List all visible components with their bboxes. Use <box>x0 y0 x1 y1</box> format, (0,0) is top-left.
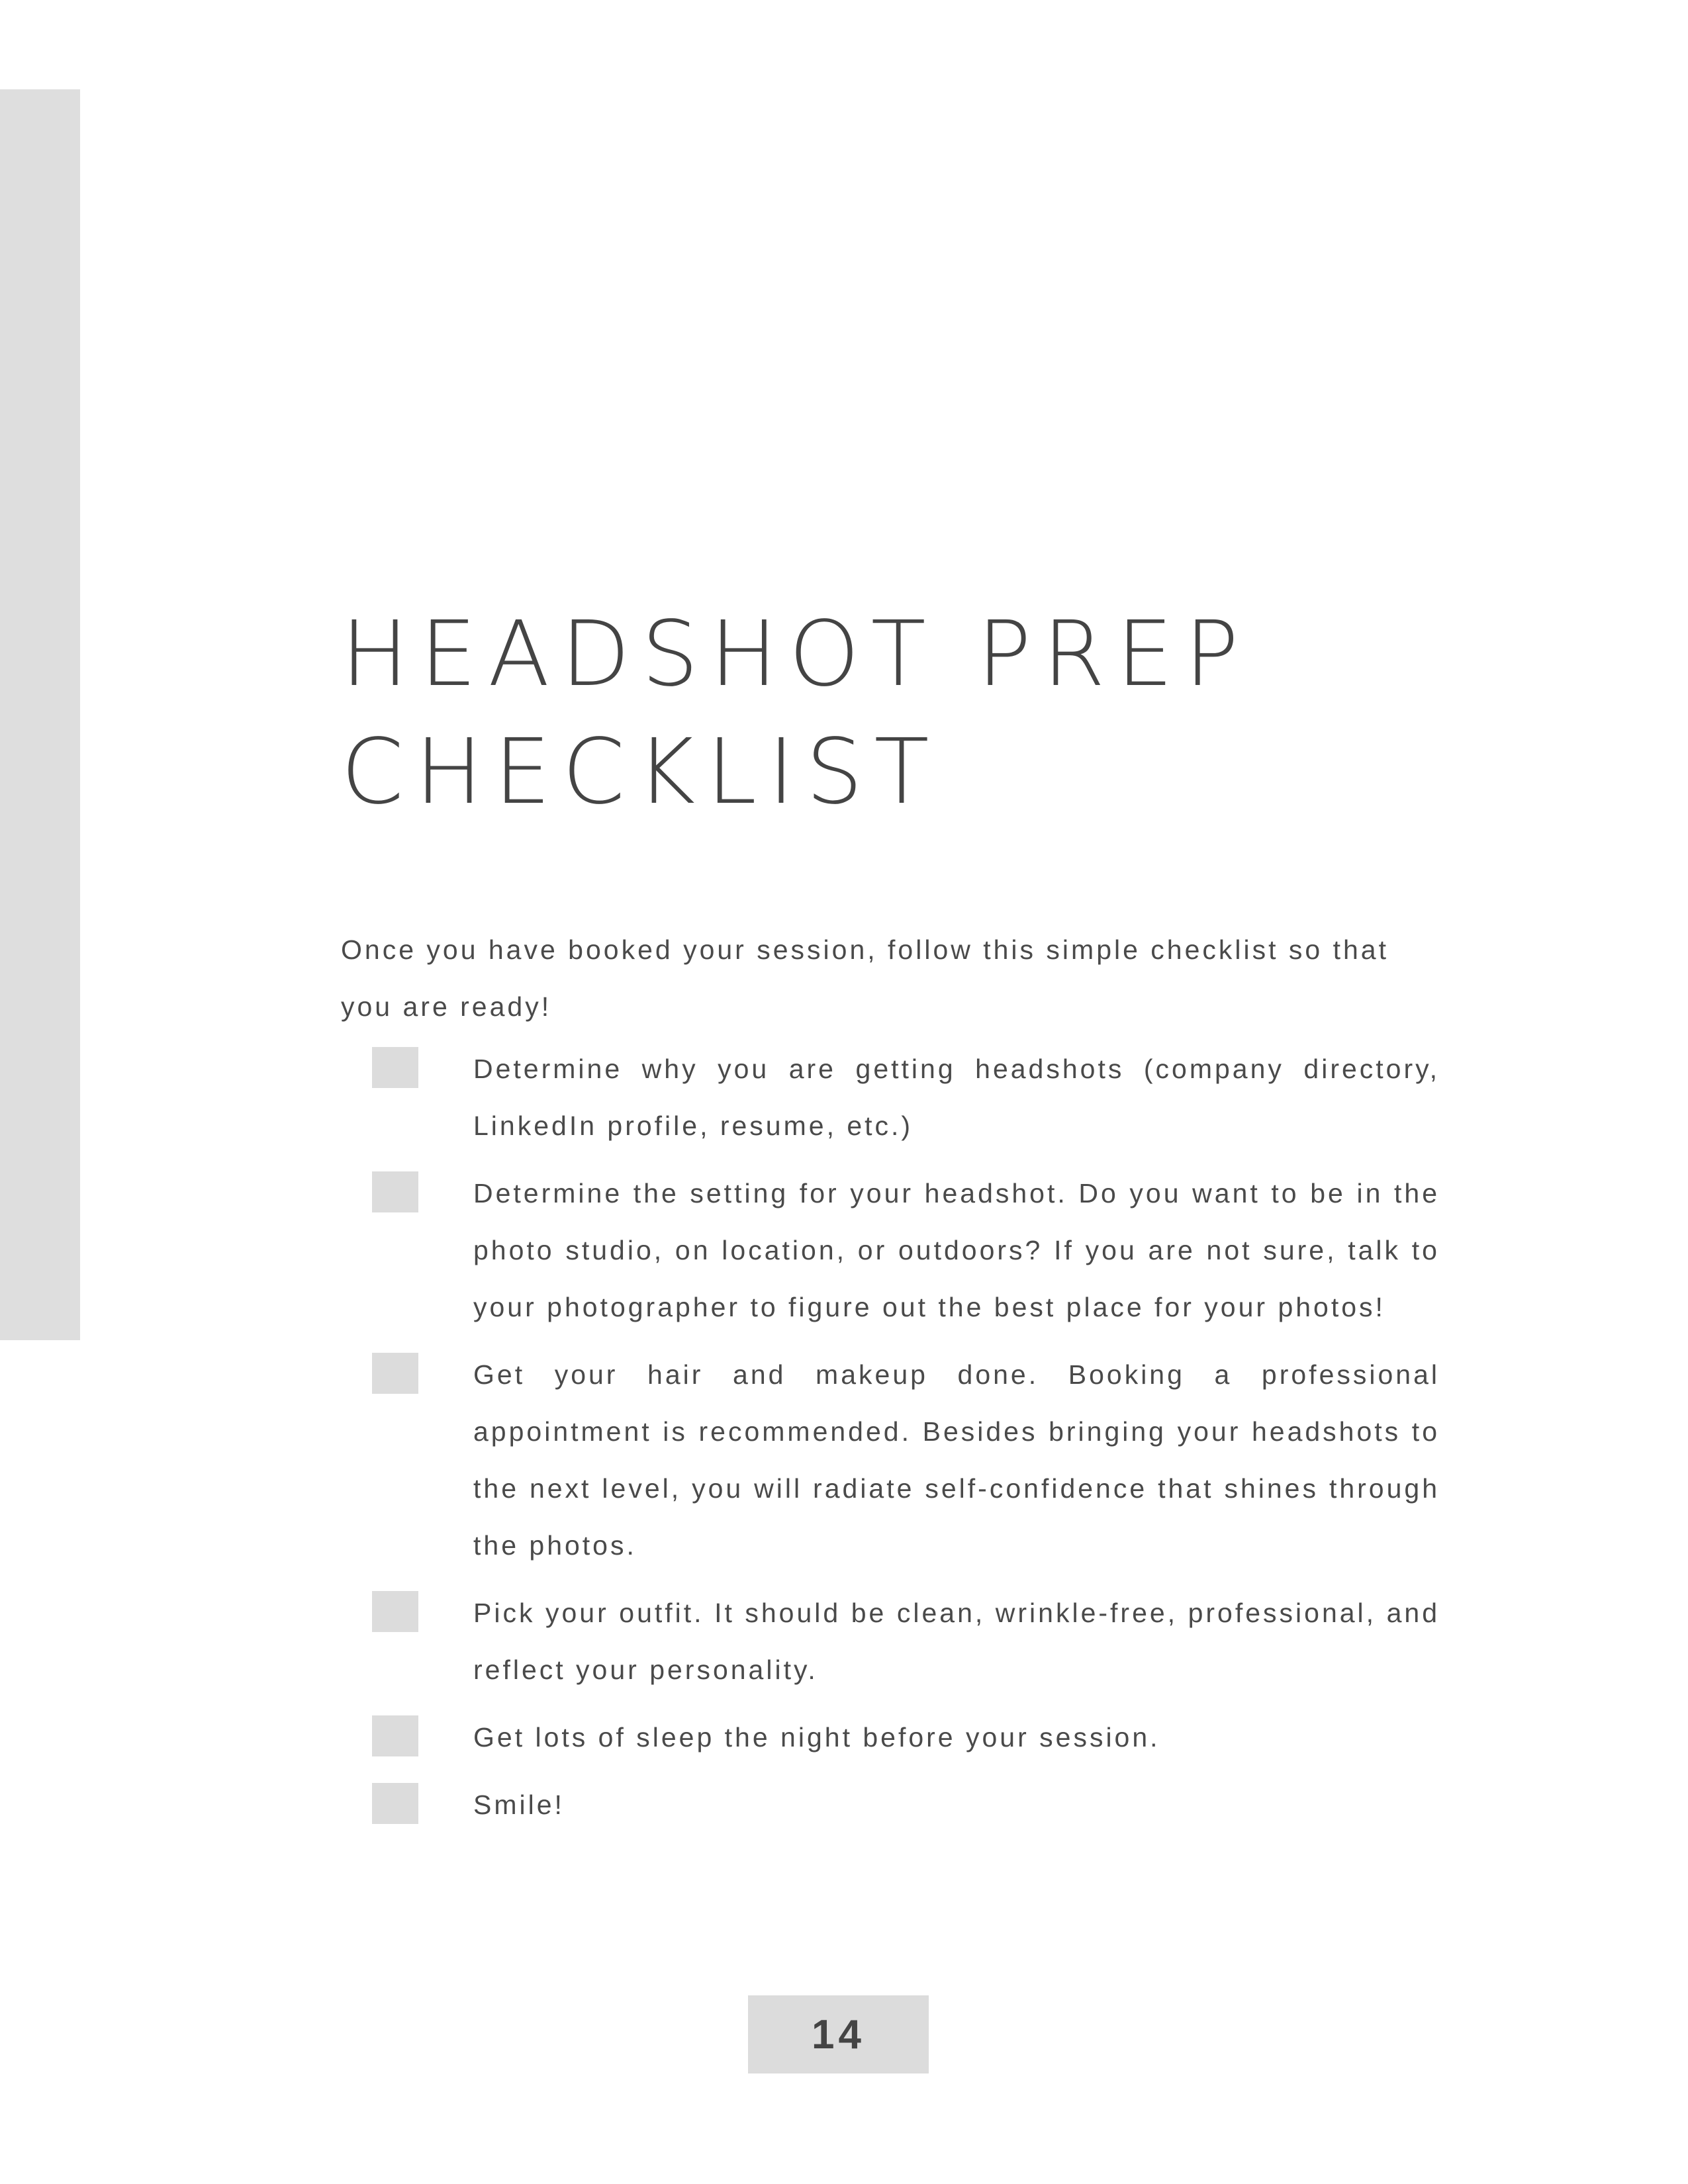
left-side-bar <box>0 89 80 1340</box>
checkbox[interactable] <box>372 1715 418 1756</box>
checkbox[interactable] <box>372 1783 418 1824</box>
page-number-box <box>748 1995 929 2073</box>
intro-paragraph: Once you have booked your session, follow this simple checklist so that you are ready! <box>341 934 1389 1022</box>
checklist-item-text: Get your hair and makeup done. Booking a professional appointment is recommended. Besides bringing your headshots to the next level, you will radiate self-confidence that shines through the photos. <box>473 1359 1440 1561</box>
checklist-item <box>341 1165 1440 1336</box>
checklist-item <box>341 1346 1440 1574</box>
checklist <box>341 1040 1440 1844</box>
title-line-2: CHECKLIST <box>341 720 941 825</box>
checklist-item-text: Determine the setting for your headshot. Do you want to be in the photo studio, on location, or outdoors? If you are not sure, talk to your photographer to figure out the best place for your photos! <box>473 1178 1440 1322</box>
checkbox[interactable] <box>372 1353 418 1394</box>
checklist-item <box>341 1709 1440 1766</box>
page-number: 14 <box>812 2011 865 2058</box>
checklist-item <box>341 1776 1440 1833</box>
title-line-1: HEADSHOT PREP <box>341 602 1250 707</box>
page-title <box>341 596 1400 831</box>
checklist-item-text: Pick your outfit. It should be clean, wrinkle-free, professional, and reflect your personality. <box>473 1598 1440 1685</box>
checkbox[interactable] <box>372 1591 418 1632</box>
checklist-item <box>341 1584 1440 1698</box>
checklist-item <box>341 1040 1440 1154</box>
checklist-item-text: Smile! <box>473 1790 565 1820</box>
checklist-item-text: Get lots of sleep the night before your session. <box>473 1722 1160 1752</box>
checkbox[interactable] <box>372 1171 418 1212</box>
checklist-item-text: Determine why you are getting headshots (company directory, LinkedIn profile, resume, etc.) <box>473 1054 1440 1141</box>
checkbox[interactable] <box>372 1047 418 1088</box>
